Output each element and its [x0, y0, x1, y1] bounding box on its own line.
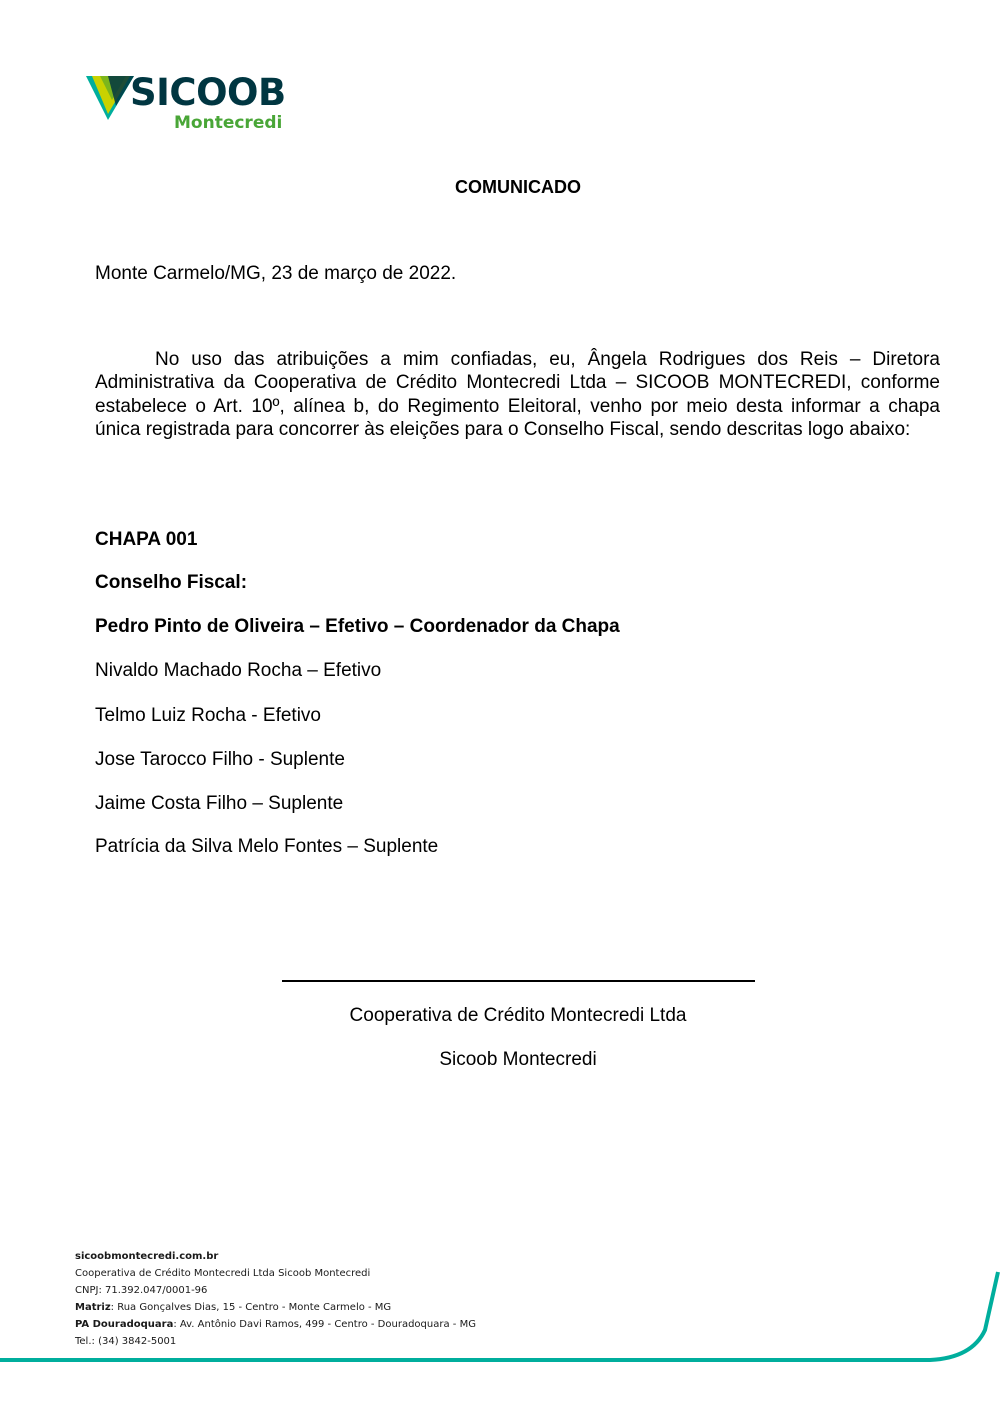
council-label: Conselho Fiscal:: [95, 572, 248, 593]
signature-company: Cooperativa de Crédito Montecredi Ltda: [349, 1005, 687, 1026]
chapa-label: CHAPA 001: [95, 529, 198, 550]
footer-matriz: [75, 1299, 476, 1316]
member-item: Pedro Pinto de Oliveira – Efetivo – Coordenador da Chapa: [95, 616, 620, 637]
footer-matriz-label: Matriz: [75, 1302, 111, 1313]
footer-company: Cooperativa de Crédito Montecredi Ltda Sicoob Montecredi: [75, 1268, 371, 1279]
footer: [75, 1248, 476, 1350]
sicoob-logo: [86, 71, 286, 138]
footer-pa-label: PA Douradoquara: [75, 1319, 174, 1330]
footer-phone: Tel.: (34) 3842-5001: [75, 1336, 177, 1347]
member-item: Nivaldo Machado Rocha – Efetivo: [95, 660, 382, 681]
logo-subtitle: Montecredi: [174, 113, 283, 133]
footer-pa: [75, 1316, 476, 1333]
footer-matriz-address: : Rua Gonçalves Dias, 15 - Centro - Monte Carmelo - MG: [110, 1302, 392, 1313]
page-title: COMUNICADO: [455, 177, 581, 197]
member-item: Patrícia da Silva Melo Fontes – Suplente: [95, 836, 439, 857]
body-paragraph: No uso das atribuições a mim confiadas, eu, Ângela Rodrigues dos Reis – Diretora Administrativa da Cooperativa de Crédito Montecredi Ltda – SICOOB MONTECREDI, conforme estabelece o Art. 10º, alínea b, do Regimento Eleitoral, venho por meio desta informar a chapa única registrada para concorrer às eleições para o Conselho Fiscal, sendo descritas logo abaixo:: [95, 349, 940, 441]
footer-cnpj: CNPJ: 71.392.047/0001-96: [75, 1285, 208, 1296]
member-item: Jaime Costa Filho – Suplente: [95, 793, 344, 814]
footer-pa-address: : Av. Antônio Davi Ramos, 499 - Centro - Douradoquara - MG: [173, 1319, 476, 1330]
date-line: Monte Carmelo/MG, 23 de março de 2022.: [95, 263, 457, 284]
signature-line: [282, 980, 755, 982]
member-item: Jose Tarocco Filho - Suplente: [95, 749, 345, 770]
footer-website: sicoobmontecredi.com.br: [75, 1251, 219, 1262]
sicoob-logo-icon: [86, 76, 134, 122]
signature-brand: Sicoob Montecredi: [439, 1049, 597, 1070]
member-item: Telmo Luiz Rocha - Efetivo: [95, 705, 321, 726]
logo-brand-text: SICOOB: [130, 71, 286, 114]
